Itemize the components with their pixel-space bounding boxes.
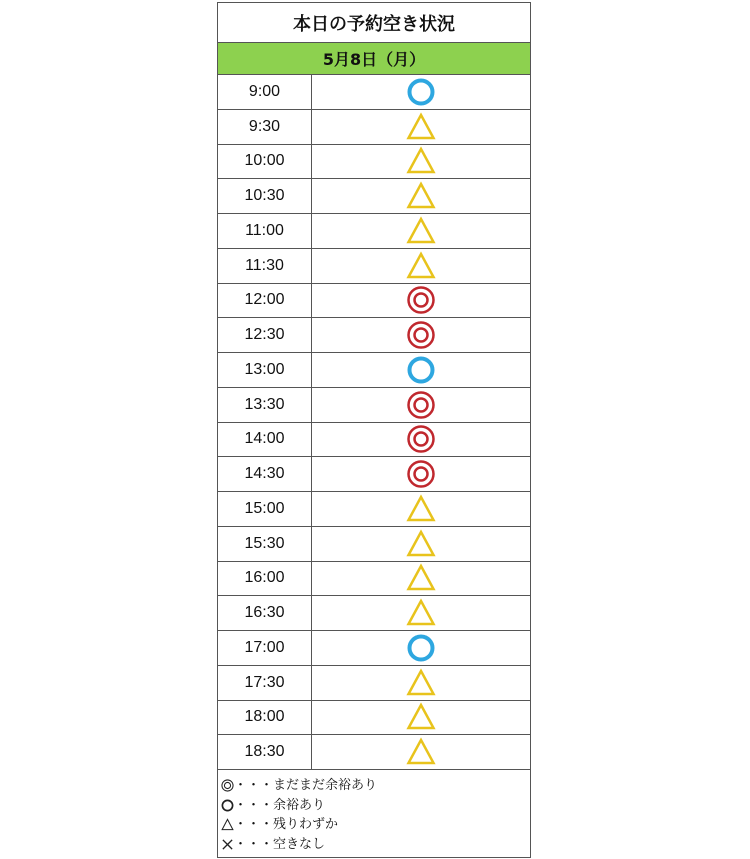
table-row [218, 666, 530, 701]
status-cell [312, 527, 530, 561]
legend-text: ・・・空きなし [234, 836, 326, 852]
triangle-icon [406, 181, 436, 211]
table-row [218, 596, 530, 631]
status-cell [312, 735, 530, 769]
triangle-icon [406, 529, 436, 559]
time-cell: 9:00 [218, 75, 312, 109]
legend-item [220, 776, 530, 796]
triangle-icon [406, 216, 436, 246]
triangle-icon [406, 737, 436, 767]
table-row [218, 353, 530, 388]
table-row [218, 492, 530, 527]
double-circle-icon [406, 285, 436, 315]
time-cell: 17:00 [218, 631, 312, 665]
triangle-icon [406, 563, 436, 593]
time-cell: 13:30 [218, 388, 312, 422]
status-cell [312, 457, 530, 491]
time-cell: 9:30 [218, 110, 312, 144]
legend-item [220, 835, 530, 855]
legend-item [220, 796, 530, 816]
double-circle-icon [221, 779, 234, 792]
reservation-sheet [217, 2, 531, 858]
status-cell [312, 110, 530, 144]
table-row [218, 701, 530, 736]
triangle-icon [406, 112, 436, 142]
legend-mark [220, 818, 234, 832]
time-cell: 15:00 [218, 492, 312, 526]
legend-text: ・・・残りわずか [234, 817, 339, 832]
status-cell [312, 423, 530, 457]
status-cell [312, 214, 530, 248]
triangle-icon [221, 818, 234, 831]
time-cell: 14:30 [218, 457, 312, 491]
circle-icon [221, 799, 234, 812]
triangle-icon [406, 251, 436, 281]
table-row [218, 249, 530, 284]
time-cell: 12:30 [218, 318, 312, 352]
time-cell: 13:00 [218, 353, 312, 387]
status-cell [312, 388, 530, 422]
status-cell [312, 701, 530, 735]
triangle-icon [406, 598, 436, 628]
table-row [218, 388, 530, 423]
table-row [218, 562, 530, 597]
table-row [218, 318, 530, 353]
table-row [218, 145, 530, 180]
circle-icon [406, 633, 436, 663]
table-row [218, 527, 530, 562]
triangle-icon [406, 702, 436, 732]
status-cell [312, 145, 530, 179]
time-cell: 16:30 [218, 596, 312, 630]
status-cell [312, 179, 530, 213]
status-cell [312, 631, 530, 665]
status-cell [312, 75, 530, 109]
table-row [218, 110, 530, 145]
legend-mark [220, 837, 234, 851]
legend-text: ・・・余裕あり [234, 797, 326, 813]
circle-icon [406, 355, 436, 385]
double-circle-icon [406, 459, 436, 489]
double-circle-icon [406, 320, 436, 350]
status-cell [312, 562, 530, 596]
time-cell: 14:00 [218, 423, 312, 457]
time-cell: 18:00 [218, 701, 312, 735]
table-row [218, 631, 530, 666]
legend-text: ・・・まだまだ余裕あり [234, 778, 378, 793]
time-cell: 11:00 [218, 214, 312, 248]
table-row [218, 284, 530, 319]
circle-icon [406, 77, 436, 107]
double-circle-icon [406, 424, 436, 454]
status-cell [312, 284, 530, 318]
status-cell [312, 249, 530, 283]
legend-mark [220, 798, 234, 812]
time-cell: 18:30 [218, 735, 312, 769]
status-cell [312, 492, 530, 526]
time-cell: 10:30 [218, 179, 312, 213]
double-circle-icon [406, 390, 436, 420]
table-row [218, 75, 530, 110]
triangle-icon [406, 494, 436, 524]
table-row [218, 735, 530, 770]
triangle-icon [406, 668, 436, 698]
legend [218, 770, 530, 854]
table-row [218, 423, 530, 458]
table-row [218, 214, 530, 249]
status-cell [312, 596, 530, 630]
date-header: 5月8日（月） [218, 42, 530, 75]
status-cell [312, 318, 530, 352]
time-cell: 17:30 [218, 666, 312, 700]
status-cell [312, 353, 530, 387]
cross-icon [221, 838, 234, 851]
legend-mark [220, 779, 234, 793]
status-cell [312, 666, 530, 700]
time-cell: 12:00 [218, 284, 312, 318]
triangle-icon [406, 146, 436, 176]
legend-item [220, 815, 530, 835]
schedule-table [218, 75, 530, 770]
time-cell: 16:00 [218, 562, 312, 596]
page-title: 本日の予約空き状況 [293, 13, 455, 35]
time-cell: 11:30 [218, 249, 312, 283]
table-row [218, 179, 530, 214]
time-cell: 10:00 [218, 145, 312, 179]
time-cell: 15:30 [218, 527, 312, 561]
table-row [218, 457, 530, 492]
